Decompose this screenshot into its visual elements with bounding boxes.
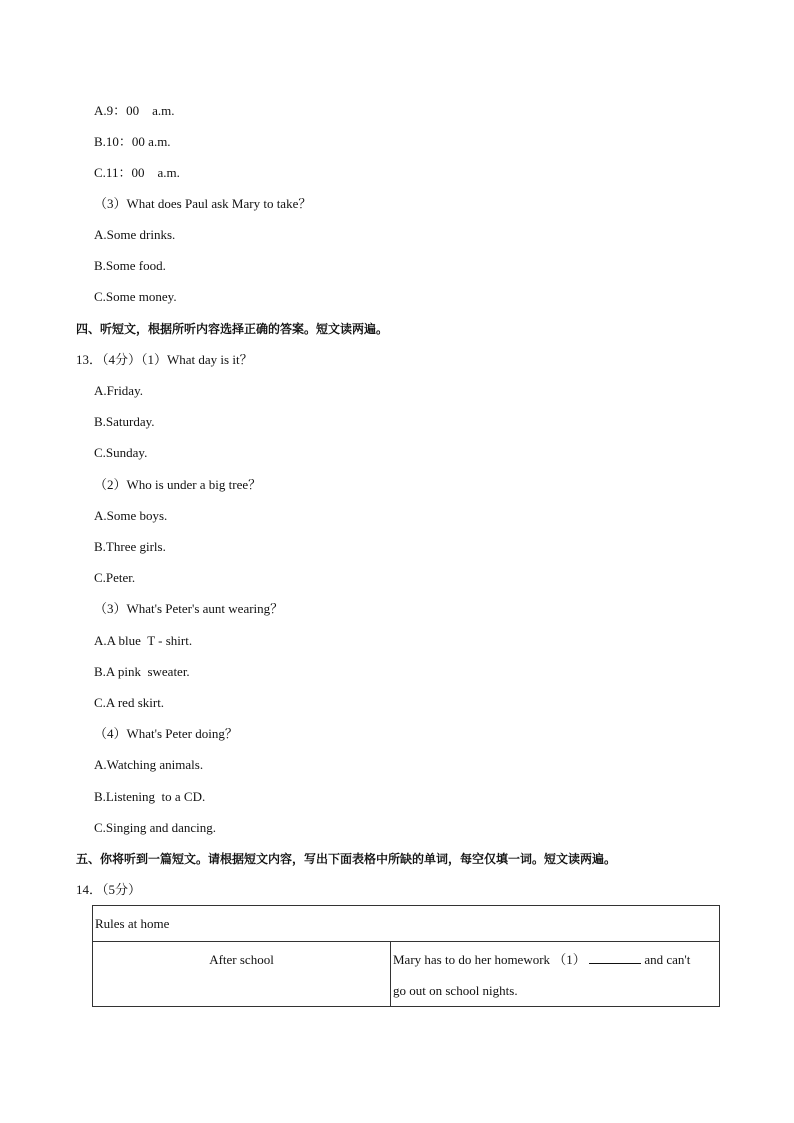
table-label-cell (93, 942, 391, 1007)
row-text-after: and can't (641, 952, 691, 967)
q12-sub3-option-a: A.Some drinks. (94, 227, 176, 242)
q13-sub2-option-a: A.Some boys. (94, 508, 168, 523)
q12-option-b: B.10：00 a.m. (94, 134, 171, 149)
row-text-before: Mary has to do her homework （1） (393, 952, 586, 967)
q13-number: 13．（4分）（1）What day is it？ (76, 352, 253, 367)
q13-sub1-option-a: A.Friday. (94, 383, 143, 398)
table-row (93, 906, 720, 942)
q12-option-c: C.11：00 a.m. (94, 165, 180, 180)
q13-sub3-option-a: A.A blue T - shirt. (94, 633, 193, 648)
q13-sub3-question: （3）What's Peter's aunt wearing？ (94, 601, 284, 616)
answer-blank-1[interactable] (589, 951, 641, 964)
rules-table (92, 905, 720, 1007)
q13-sub4-option-c: C.Singing and dancing. (94, 820, 217, 835)
q12-sub3-option-c: C.Some money. (94, 289, 177, 304)
row-text-line2: go out on school nights. (393, 983, 518, 998)
q13-sub1-option-b: B.Saturday. (94, 414, 155, 429)
q13-sub3-option-c: C.A red skirt. (94, 695, 165, 710)
q13-sub2-question: （2）Who is under a big tree？ (94, 477, 262, 492)
q13-sub4-option-a: A.Watching animals. (94, 757, 204, 772)
section-4-heading: 四、听短文，根据所听内容选择正确的答案。短文读两遍。 (76, 322, 389, 336)
q14-number: 14．（5分） (76, 882, 142, 897)
table-title-cell (93, 906, 720, 942)
q13-sub2-option-c: C.Peter. (94, 570, 136, 585)
q13-sub2-option-b: B.Three girls. (94, 539, 166, 554)
table-title: Rules at home (95, 916, 170, 931)
q13-sub1-option-c: C.Sunday. (94, 445, 148, 460)
table-content-cell (391, 942, 720, 1007)
row-label: After school (209, 952, 274, 967)
table-row (93, 942, 720, 1007)
q12-option-a: A.9：00 a.m. (94, 103, 175, 118)
section-5-heading: 五、你将听到一篇短文。请根据短文内容，写出下面表格中所缺的单词，每空仅填一词。短文读两遍。 (76, 852, 617, 866)
q13-sub3-option-b: B.A pink sweater. (94, 664, 190, 679)
q13-sub4-question: （4）What's Peter doing？ (94, 726, 238, 741)
row-text-line1 (393, 944, 719, 975)
q13-sub4-option-b: B.Listening to a CD. (94, 789, 206, 804)
q12-sub3-question: （3）What does Paul ask Mary to take？ (94, 196, 312, 211)
q12-sub3-option-b: B.Some food. (94, 258, 166, 273)
